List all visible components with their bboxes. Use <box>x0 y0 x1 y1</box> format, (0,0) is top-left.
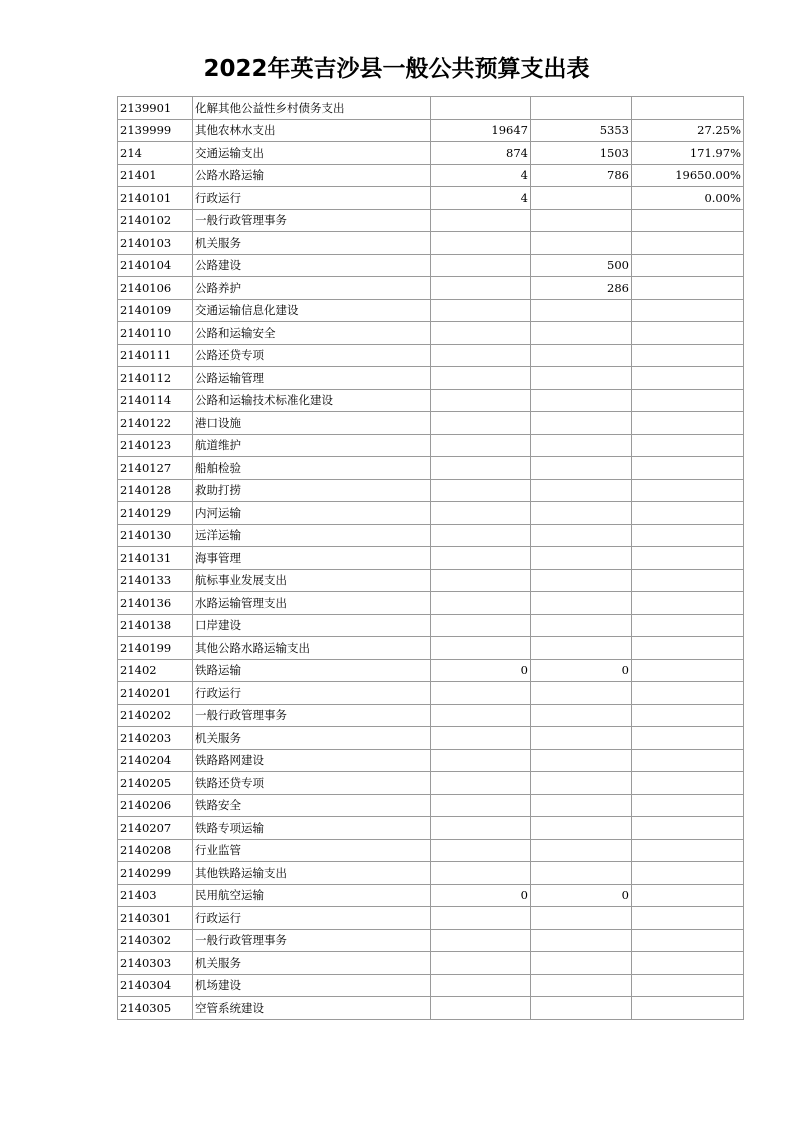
row-value-3: 27.25% <box>632 119 744 142</box>
row-name: 公路和运输技术标准化建设 <box>193 389 431 412</box>
row-code: 2140138 <box>118 614 193 637</box>
row-name: 机关服务 <box>193 727 431 750</box>
row-code: 2140128 <box>118 479 193 502</box>
row-value-1 <box>431 974 531 997</box>
row-value-3 <box>632 772 744 795</box>
row-value-2 <box>531 704 632 727</box>
row-code: 2140123 <box>118 434 193 457</box>
row-code: 21403 <box>118 884 193 907</box>
row-value-1 <box>431 704 531 727</box>
row-code: 2140129 <box>118 502 193 525</box>
row-value-2 <box>531 412 632 435</box>
row-value-1 <box>431 97 531 120</box>
row-name: 水路运输管理支出 <box>193 592 431 615</box>
row-name: 铁路还贷专项 <box>193 772 431 795</box>
table-row <box>118 97 744 120</box>
row-value-1: 0 <box>431 659 531 682</box>
row-value-1 <box>431 929 531 952</box>
row-value-3 <box>632 569 744 592</box>
row-code: 2140133 <box>118 569 193 592</box>
row-value-3 <box>632 749 744 772</box>
row-value-1 <box>431 727 531 750</box>
row-code: 2140136 <box>118 592 193 615</box>
row-name: 机场建设 <box>193 974 431 997</box>
row-name: 远洋运输 <box>193 524 431 547</box>
row-value-1 <box>431 817 531 840</box>
row-value-1 <box>431 434 531 457</box>
row-value-2 <box>531 344 632 367</box>
row-code: 2140111 <box>118 344 193 367</box>
row-name: 港口设施 <box>193 412 431 435</box>
row-value-2 <box>531 209 632 232</box>
row-name: 内河运输 <box>193 502 431 525</box>
table-row <box>118 344 744 367</box>
row-name: 机关服务 <box>193 232 431 255</box>
row-value-2 <box>531 974 632 997</box>
row-name: 公路还贷专项 <box>193 344 431 367</box>
row-value-2 <box>531 367 632 390</box>
budget-table <box>117 96 744 1020</box>
row-value-2 <box>531 614 632 637</box>
table-row <box>118 772 744 795</box>
table-row <box>118 389 744 412</box>
row-name: 机关服务 <box>193 952 431 975</box>
row-code: 2140127 <box>118 457 193 480</box>
row-value-1: 4 <box>431 164 531 187</box>
table-row <box>118 907 744 930</box>
row-value-3 <box>632 704 744 727</box>
row-value-3 <box>632 727 744 750</box>
row-name: 铁路路网建设 <box>193 749 431 772</box>
row-code: 2140301 <box>118 907 193 930</box>
row-code: 2140205 <box>118 772 193 795</box>
row-name: 航标事业发展支出 <box>193 569 431 592</box>
row-code: 2140206 <box>118 794 193 817</box>
row-value-2 <box>531 299 632 322</box>
row-code: 2140302 <box>118 929 193 952</box>
table-row <box>118 682 744 705</box>
row-code: 2140204 <box>118 749 193 772</box>
row-value-1: 19647 <box>431 119 531 142</box>
row-code: 2140304 <box>118 974 193 997</box>
row-value-1: 0 <box>431 884 531 907</box>
row-code: 2140130 <box>118 524 193 547</box>
row-code: 2140208 <box>118 839 193 862</box>
row-code: 2140112 <box>118 367 193 390</box>
table-row <box>118 209 744 232</box>
row-value-1 <box>431 614 531 637</box>
table-row <box>118 862 744 885</box>
budget-table-body <box>118 97 744 1020</box>
row-value-3 <box>632 209 744 232</box>
row-value-3: 19650.00% <box>632 164 744 187</box>
row-code: 21402 <box>118 659 193 682</box>
table-row <box>118 367 744 390</box>
table-row <box>118 749 744 772</box>
row-value-3 <box>632 524 744 547</box>
row-name: 化解其他公益性乡村债务支出 <box>193 97 431 120</box>
table-row <box>118 119 744 142</box>
table-row <box>118 277 744 300</box>
row-value-1 <box>431 299 531 322</box>
row-value-2: 0 <box>531 884 632 907</box>
row-code: 2140114 <box>118 389 193 412</box>
row-name: 公路养护 <box>193 277 431 300</box>
row-code: 2139901 <box>118 97 193 120</box>
row-value-1 <box>431 682 531 705</box>
row-value-1 <box>431 547 531 570</box>
row-value-1 <box>431 479 531 502</box>
row-value-1 <box>431 839 531 862</box>
row-value-3 <box>632 254 744 277</box>
row-value-1 <box>431 209 531 232</box>
row-value-1 <box>431 502 531 525</box>
row-value-2 <box>531 97 632 120</box>
table-row <box>118 457 744 480</box>
row-value-2 <box>531 839 632 862</box>
table-row <box>118 547 744 570</box>
row-name: 空管系统建设 <box>193 997 431 1020</box>
table-row <box>118 637 744 660</box>
row-name: 行政运行 <box>193 682 431 705</box>
row-value-2 <box>531 907 632 930</box>
row-value-2 <box>531 929 632 952</box>
table-row <box>118 704 744 727</box>
row-value-1 <box>431 412 531 435</box>
row-value-2 <box>531 187 632 210</box>
row-name: 船舶检验 <box>193 457 431 480</box>
row-value-2 <box>531 952 632 975</box>
row-name: 公路建设 <box>193 254 431 277</box>
row-name: 交通运输支出 <box>193 142 431 165</box>
row-value-2 <box>531 592 632 615</box>
row-value-1 <box>431 592 531 615</box>
row-code: 2140131 <box>118 547 193 570</box>
row-value-2 <box>531 727 632 750</box>
row-code: 2139999 <box>118 119 193 142</box>
table-row <box>118 884 744 907</box>
row-value-3 <box>632 479 744 502</box>
row-value-2: 286 <box>531 277 632 300</box>
row-value-1 <box>431 569 531 592</box>
row-value-3 <box>632 659 744 682</box>
table-row <box>118 614 744 637</box>
row-value-1: 4 <box>431 187 531 210</box>
row-value-3 <box>632 862 744 885</box>
row-name: 海事管理 <box>193 547 431 570</box>
table-row <box>118 187 744 210</box>
row-value-2 <box>531 389 632 412</box>
row-value-1 <box>431 277 531 300</box>
row-value-2 <box>531 479 632 502</box>
row-value-3 <box>632 457 744 480</box>
row-value-3 <box>632 299 744 322</box>
row-code: 21401 <box>118 164 193 187</box>
row-name: 铁路运输 <box>193 659 431 682</box>
row-value-1 <box>431 344 531 367</box>
table-row <box>118 164 744 187</box>
row-value-1 <box>431 907 531 930</box>
row-name: 铁路安全 <box>193 794 431 817</box>
row-name: 一般行政管理事务 <box>193 704 431 727</box>
row-value-2 <box>531 682 632 705</box>
table-row <box>118 659 744 682</box>
row-value-2: 5353 <box>531 119 632 142</box>
table-row <box>118 524 744 547</box>
row-code: 2140201 <box>118 682 193 705</box>
row-name: 行政运行 <box>193 187 431 210</box>
row-name: 航道维护 <box>193 434 431 457</box>
row-value-2 <box>531 434 632 457</box>
table-row <box>118 434 744 457</box>
row-name: 交通运输信息化建设 <box>193 299 431 322</box>
row-value-3 <box>632 389 744 412</box>
row-value-3: 171.97% <box>632 142 744 165</box>
table-row <box>118 952 744 975</box>
page-title: 2022年英吉沙县一般公共预算支出表 <box>203 56 590 82</box>
row-value-3 <box>632 502 744 525</box>
row-value-2 <box>531 862 632 885</box>
row-name: 一般行政管理事务 <box>193 929 431 952</box>
table-row <box>118 569 744 592</box>
row-value-1 <box>431 749 531 772</box>
row-value-3 <box>632 637 744 660</box>
row-value-2: 1503 <box>531 142 632 165</box>
row-value-3 <box>632 952 744 975</box>
row-value-3 <box>632 907 744 930</box>
row-value-3 <box>632 344 744 367</box>
row-code: 2140106 <box>118 277 193 300</box>
table-row <box>118 592 744 615</box>
row-value-1 <box>431 254 531 277</box>
row-code: 2140104 <box>118 254 193 277</box>
row-value-1 <box>431 524 531 547</box>
row-value-3 <box>632 97 744 120</box>
row-value-1 <box>431 772 531 795</box>
row-name: 公路和运输安全 <box>193 322 431 345</box>
table-row <box>118 929 744 952</box>
row-value-3 <box>632 839 744 862</box>
table-row <box>118 142 744 165</box>
row-value-3 <box>632 974 744 997</box>
row-name: 其他公路水路运输支出 <box>193 637 431 660</box>
row-value-2: 500 <box>531 254 632 277</box>
row-value-3 <box>632 547 744 570</box>
table-row <box>118 974 744 997</box>
table-row <box>118 817 744 840</box>
row-value-3 <box>632 614 744 637</box>
row-value-2 <box>531 232 632 255</box>
row-code: 2140109 <box>118 299 193 322</box>
row-value-3 <box>632 929 744 952</box>
row-value-1 <box>431 794 531 817</box>
row-code: 2140103 <box>118 232 193 255</box>
row-code: 2140305 <box>118 997 193 1020</box>
row-name: 救助打捞 <box>193 479 431 502</box>
row-value-3 <box>632 817 744 840</box>
row-value-2 <box>531 524 632 547</box>
row-value-3 <box>632 794 744 817</box>
row-value-1 <box>431 457 531 480</box>
row-code: 2140199 <box>118 637 193 660</box>
row-value-3 <box>632 682 744 705</box>
row-value-3 <box>632 997 744 1020</box>
table-row <box>118 299 744 322</box>
table-row <box>118 839 744 862</box>
row-name: 公路运输管理 <box>193 367 431 390</box>
row-code: 2140122 <box>118 412 193 435</box>
row-value-1 <box>431 997 531 1020</box>
row-value-2: 786 <box>531 164 632 187</box>
table-row <box>118 997 744 1020</box>
row-name: 行政运行 <box>193 907 431 930</box>
table-row <box>118 322 744 345</box>
row-value-3 <box>632 592 744 615</box>
row-name: 铁路专项运输 <box>193 817 431 840</box>
row-code: 2140207 <box>118 817 193 840</box>
row-value-2 <box>531 547 632 570</box>
row-value-1 <box>431 389 531 412</box>
row-code: 2140101 <box>118 187 193 210</box>
row-value-2 <box>531 502 632 525</box>
row-code: 214 <box>118 142 193 165</box>
row-value-2 <box>531 749 632 772</box>
table-row <box>118 412 744 435</box>
row-value-2 <box>531 637 632 660</box>
row-value-3 <box>632 322 744 345</box>
row-value-3 <box>632 884 744 907</box>
row-value-1 <box>431 367 531 390</box>
row-value-2 <box>531 322 632 345</box>
row-value-3 <box>632 367 744 390</box>
row-value-2 <box>531 569 632 592</box>
row-value-2 <box>531 817 632 840</box>
row-value-2 <box>531 457 632 480</box>
row-value-1 <box>431 232 531 255</box>
row-code: 2140202 <box>118 704 193 727</box>
row-value-3 <box>632 277 744 300</box>
row-value-1 <box>431 637 531 660</box>
table-row <box>118 502 744 525</box>
table-row <box>118 254 744 277</box>
row-code: 2140303 <box>118 952 193 975</box>
row-value-1 <box>431 322 531 345</box>
row-value-1 <box>431 952 531 975</box>
row-name: 其他农林水支出 <box>193 119 431 142</box>
row-value-2 <box>531 794 632 817</box>
row-name: 口岸建设 <box>193 614 431 637</box>
table-row <box>118 727 744 750</box>
row-code: 2140203 <box>118 727 193 750</box>
row-value-2: 0 <box>531 659 632 682</box>
row-code: 2140299 <box>118 862 193 885</box>
table-row <box>118 794 744 817</box>
row-value-3 <box>632 434 744 457</box>
row-value-3: 0.00% <box>632 187 744 210</box>
table-row <box>118 232 744 255</box>
row-name: 其他铁路运输支出 <box>193 862 431 885</box>
row-value-3 <box>632 412 744 435</box>
row-name: 民用航空运输 <box>193 884 431 907</box>
row-code: 2140102 <box>118 209 193 232</box>
row-value-1 <box>431 862 531 885</box>
table-row <box>118 479 744 502</box>
row-name: 行业监管 <box>193 839 431 862</box>
row-value-2 <box>531 997 632 1020</box>
row-code: 2140110 <box>118 322 193 345</box>
row-name: 公路水路运输 <box>193 164 431 187</box>
row-value-3 <box>632 232 744 255</box>
row-value-2 <box>531 772 632 795</box>
row-value-1: 874 <box>431 142 531 165</box>
row-name: 一般行政管理事务 <box>193 209 431 232</box>
